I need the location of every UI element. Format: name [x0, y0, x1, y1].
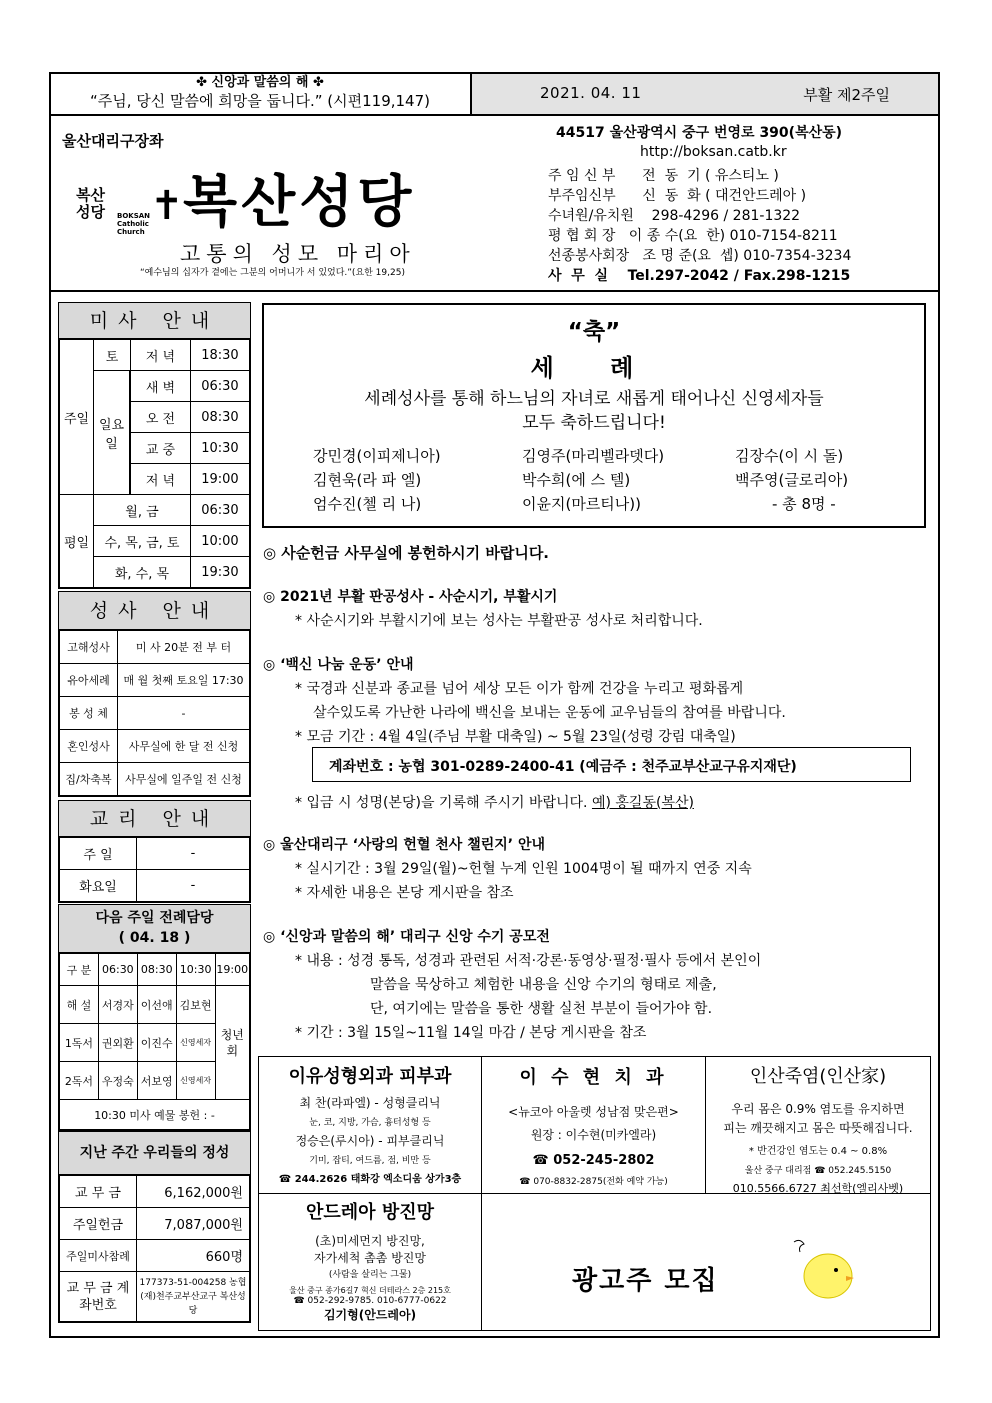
ad-recruit	[481, 1193, 931, 1331]
sunday-sub-label: 일요일	[94, 371, 130, 495]
sacrament-name: 집/차축복	[60, 763, 118, 796]
divider	[51, 114, 938, 116]
address: 44517 울산광역시 중구 번영로 390(복산동)	[556, 125, 843, 141]
announcement-line: * 내용 : 성경 통독, 성경과 관련된 서적·강론·동영상·필정·필사 등에서 본인이	[295, 953, 762, 969]
sacrament-desc: -	[118, 697, 250, 730]
ad-line: ☎ 052-292-9785. 010-6777-0622	[293, 1296, 447, 1306]
doctrine-table	[59, 837, 250, 902]
offering-value: 660명	[137, 1240, 250, 1272]
baptized-name: 엄수진(첼 리 나)	[313, 495, 422, 513]
announcement-line: 단, 여기에는 말씀을 통한 생활 실천 부분이 들어가야 함.	[370, 1001, 713, 1017]
contact-row: 수녀원/유치원 298-4296 / 281-1322	[548, 208, 801, 224]
mass-kind: 새 벽	[131, 371, 191, 402]
liturgy-person: 이선애	[137, 986, 176, 1024]
ad-line: 최 찬(라파엘) - 성형클리닉	[299, 1096, 441, 1110]
chick-icon	[788, 1234, 858, 1304]
header-theme-box	[51, 74, 469, 114]
patron-name: 고통의 성모 마리아	[180, 242, 416, 266]
sacrament-desc: 사무실에 한 달 전 신청	[118, 730, 250, 763]
sacrament-name: 유아세례	[60, 664, 118, 697]
baptized-name: 이윤지(마르티나))	[522, 495, 641, 513]
ad-line: ☎ 070-8832-2875(전화 예약 가능)	[519, 1177, 668, 1187]
ad-title: 이유성형외과 피부과	[288, 1066, 452, 1087]
baptized-name: 김영주(마리벨라뎃다)	[522, 447, 665, 465]
liturgy-header-cell: 08:30	[137, 954, 176, 986]
liturgy-header-cell: 19:00	[215, 954, 249, 986]
mass-kind: 오 전	[131, 402, 191, 433]
liturgy-header-cell: 06:30	[98, 954, 137, 986]
announcement-line: * 자세한 내용은 본당 게시판을 참조	[295, 885, 514, 901]
liturgy-person: 김보현	[176, 986, 215, 1024]
ad-title: 안드레아 방진망	[306, 1202, 434, 1223]
announcement-line: * 국경과 신분과 종교를 넘어 세상 모든 이가 함께 건강을 누리고 평화롭게	[295, 681, 744, 697]
ad-line: <뉴코아 아울렛 성남점 맞은편>	[508, 1105, 679, 1119]
notice-quote: “축”	[567, 319, 621, 345]
offering-table	[59, 1175, 250, 1322]
ad-line: ☎ 244.2626 태화강 엑소디움 상가3층	[278, 1174, 462, 1185]
sacrament-name: 고해성사	[60, 631, 118, 664]
ad-title: 인산죽염(인산家)	[749, 1066, 887, 1087]
ad-line: 원장 : 이수현(미카엘라)	[530, 1128, 657, 1142]
announcement-line: * 기간 : 3월 15일~11월 14일 마감 / 본당 게시판을 참조	[295, 1025, 647, 1041]
ad-line: 우리 몸은 0.9% 염도를 유지하면	[731, 1102, 905, 1116]
mass-day: 월, 금	[94, 495, 191, 526]
ad-line: 울산 중구 대리점 ☎ 052.245.5150	[744, 1166, 892, 1176]
liturgy-head	[59, 905, 250, 953]
announcement-line: * 모금 기간 : 4월 4일(주님 부활 대축일) ~ 5월 23일(성령 강림 대축일)	[295, 729, 736, 745]
liturgy-header-cell: 10:30	[176, 954, 215, 986]
liturgy-date: ( 04. 18 )	[118, 930, 191, 946]
baptized-name: 강민경(이피제니아)	[313, 447, 441, 465]
liturgy-person: 신영세자	[176, 1024, 215, 1062]
ad-line: 정승은(루시아) - 피부클리닉	[295, 1134, 445, 1148]
ad-line: * 반건강인 염도는 0.4 ~ 0.8%	[748, 1146, 888, 1157]
liturgy-person: 우정숙	[98, 1062, 137, 1100]
notice-title: 세 례	[530, 354, 658, 382]
ad-dental	[481, 1056, 706, 1194]
mass-time: 06:30	[190, 371, 249, 402]
liturgy-person: 신영세자	[176, 1062, 215, 1100]
doctrine-name: 주 일	[60, 838, 137, 870]
header-date-box	[470, 74, 938, 114]
notice-subtitle: 모두 축하드립니다!	[522, 413, 666, 433]
mass-day: 수, 목, 금, 토	[94, 526, 191, 557]
liturgy-section	[58, 904, 251, 1131]
contact-row: 선종봉사회장 조 명 준(요 셉) 010-7354-3234	[548, 248, 852, 264]
mass-kind: 저 녁	[131, 340, 191, 371]
announcement-title: ◎ 2021년 부활 판공성사 - 사순시기, 부활시기	[263, 589, 558, 605]
sunday-label: 주일	[60, 340, 94, 495]
offering-section	[58, 1131, 251, 1323]
sacrament-table	[59, 630, 250, 796]
doctrine-desc: -	[137, 870, 250, 902]
offering-value: 6,162,000원	[137, 1176, 250, 1208]
mass-time: 18:30	[190, 340, 249, 371]
doctrine-name: 화요일	[60, 870, 137, 902]
announcement-line: 살수있도록 가난한 나라에 백신을 보내는 운동에 교우님들의 참여를 바랍니다.	[313, 705, 786, 721]
mass-title: 미사 안내	[59, 303, 250, 339]
announcement-title: ◎ ‘신앙과 말씀의 해’ 대리구 신앙 수기 공모전	[263, 929, 550, 945]
mass-section	[58, 302, 251, 589]
mass-kind: 교 중	[131, 433, 191, 464]
announcement-line: 말씀을 묵상하고 체험한 내용을 신앙 수기의 형태로 제출,	[370, 977, 717, 993]
theme-title: ✤ 신앙과 말씀의 해 ✤	[196, 75, 324, 90]
contact-row: 부주임신부 신 동 화 ( 대건안드레아 )	[548, 188, 807, 204]
ad-line: (사람을 살리는 그물)	[328, 1270, 412, 1280]
church-small-name: 복산 성당	[76, 186, 105, 221]
mass-time: 19:30	[190, 557, 249, 588]
mass-table	[59, 339, 250, 588]
mass-time: 06:30	[190, 495, 249, 526]
liturgy-title: 다음 주일 전례담당	[95, 910, 214, 926]
account-label: 교 무 금 계좌번호	[60, 1272, 137, 1322]
liturgy-person: 서경자	[98, 986, 137, 1024]
ad-line: 울산 중구 종가6길7 혁신 더테라스 2층 215호	[289, 1286, 451, 1295]
ad-line: 010.5566.6727 최선학(엘리사벳)	[732, 1182, 904, 1195]
sacrament-desc: 사무실에 일주일 전 신청	[118, 763, 250, 796]
announcement-title: ◎ 울산대리구 ‘사랑의 헌혈 천사 챌린지’ 안내	[263, 837, 546, 853]
contact-row: 평 협 회 장 이 종 수(요 한) 010-7154-8211	[548, 228, 838, 244]
vaccine-account-box: 계좌번호 : 농협 301-0289-2400-41 (예금주 : 천주교부산교구유지재단)	[312, 747, 911, 782]
announcement-line: * 실시기간 : 3월 29일(월)~헌혈 누계 인원 1004명이 될 때까지 연중 지속	[295, 861, 752, 877]
liturgy-person: 이진수	[137, 1024, 176, 1062]
ad-line: 자가세척 촘촘 방진망	[314, 1251, 426, 1265]
baptized-count: - 총 8명 -	[772, 495, 836, 513]
org-name: 울산대리구장좌	[62, 132, 164, 150]
weekday-label: 평일	[60, 495, 94, 588]
ad-plastic-surgery	[258, 1056, 482, 1194]
offering-name: 주일헌금	[60, 1208, 137, 1240]
divider	[51, 290, 938, 292]
cross-icon: ✝	[150, 183, 184, 229]
sacrament-desc: 매 월 첫째 토요일 17:30	[118, 664, 250, 697]
patron-quote: “예수님의 십자가 곁에는 그분의 어머니가 서 있었다.”(요한 19,25)	[140, 268, 405, 278]
announcement-title: ◎ 사순헌금 사무실에 봉헌하시기 바랍니다.	[263, 544, 550, 562]
liturgy-header-cell: 구 분	[60, 954, 99, 986]
sacrament-desc: 미 사 20분 전 부 터	[118, 631, 250, 664]
announcement-title: ◎ ‘백신 나눔 운동’ 안내	[263, 657, 414, 673]
church-english: BOKSAN Catholic Church	[117, 212, 151, 236]
deposit-note: * 입금 시 성명(본당)을 기록해 주시기 바랍니다.	[295, 795, 588, 811]
theme-verse: “주님, 당신 말씀에 희망을 둡니다.” (시편119,147)	[89, 92, 430, 110]
contact-row: 사 무 실 Tel.297-2042 / Fax.298-1215	[548, 268, 851, 284]
mass-time: 10:30	[190, 433, 249, 464]
ad-title: 이 수 현 치 과	[519, 1067, 668, 1088]
sacrament-name: 혼인성사	[60, 730, 118, 763]
issue-date: 2021. 04. 11	[540, 84, 642, 102]
ad-screen-mesh	[258, 1193, 482, 1331]
account-number: 177373-51-004258 농협 (재)천주교부산교구 복산성당	[137, 1272, 250, 1322]
ad-bamboo-salt	[705, 1056, 931, 1194]
mass-time: 08:30	[190, 402, 249, 433]
liturgy-table	[59, 953, 250, 1130]
announcement-line: * 사순시기와 부활시기에 보는 성사는 부활판공 성사로 처리합니다.	[295, 613, 703, 629]
website-link[interactable]: http://boksan.catb.kr	[640, 144, 787, 160]
notice-subtitle: 세례성사를 통해 하느님의 자녀로 새롭게 태어나신 신영세자들	[364, 389, 824, 409]
mass-kind: 저 녁	[131, 464, 191, 495]
ad-line: 기미, 잡티, 여드름, 점, 비만 등	[309, 1156, 431, 1166]
mass-time: 19:00	[190, 464, 249, 495]
sacrament-title: 성사 안내	[59, 592, 250, 630]
mass-day: 토	[94, 340, 131, 371]
doctrine-section	[58, 800, 251, 903]
ad-title: 광고주 모집	[572, 1266, 719, 1296]
offering-name: 교 무 금	[60, 1176, 137, 1208]
mass-day: 화, 수, 목	[94, 557, 191, 588]
ad-line: (초)미세먼지 방진망,	[315, 1234, 425, 1248]
doctrine-desc: -	[137, 838, 250, 870]
ad-line: 눈, 코, 지방, 가슴, 흉터성형 등	[309, 1118, 431, 1128]
offering-name: 주일미사참례	[60, 1240, 137, 1272]
ad-line: 피는 깨끗해지고 몸은 따뜻해집니다.	[723, 1121, 913, 1135]
liturgy-role: 해 설	[60, 986, 99, 1024]
youth-group: 청년회	[215, 986, 249, 1100]
ad-line: ☎ 052-245-2802	[532, 1153, 655, 1168]
contact-row: 주 임 신 부 전 동 기 ( 유스티노 )	[548, 168, 779, 184]
baptized-name: 김장수(이 시 돌)	[735, 447, 844, 465]
baptized-name: 백주영(글로리아)	[735, 471, 849, 489]
offering-value: 7,087,000원	[137, 1208, 250, 1240]
liturgy-role: 2독서	[60, 1062, 99, 1100]
liturgy-person: 권외환	[98, 1024, 137, 1062]
mass-time: 10:00	[190, 526, 249, 557]
offering-title: 지난 주간 우리들의 정성	[59, 1132, 250, 1175]
ad-line: 김기형(안드레아)	[323, 1308, 417, 1322]
baptized-name: 박수희(에 스 텔)	[522, 471, 631, 489]
doctrine-title: 교리 안내	[59, 801, 250, 837]
announcement-line	[295, 792, 694, 812]
liturgy-role: 1독서	[60, 1024, 99, 1062]
baptized-name: 김현욱(라 파 엘)	[313, 471, 422, 489]
sacrament-name: 봉 성 체	[60, 697, 118, 730]
sacrament-section	[58, 591, 251, 797]
offering-note: 10:30 미사 예물 봉헌 : -	[60, 1100, 250, 1130]
liturgy-person: 서보영	[137, 1062, 176, 1100]
deposit-example: 예) 홍길동(복산)	[591, 795, 694, 811]
church-name: 복산성당	[183, 169, 416, 235]
liturgical-week: 부활 제2주일	[803, 86, 890, 104]
